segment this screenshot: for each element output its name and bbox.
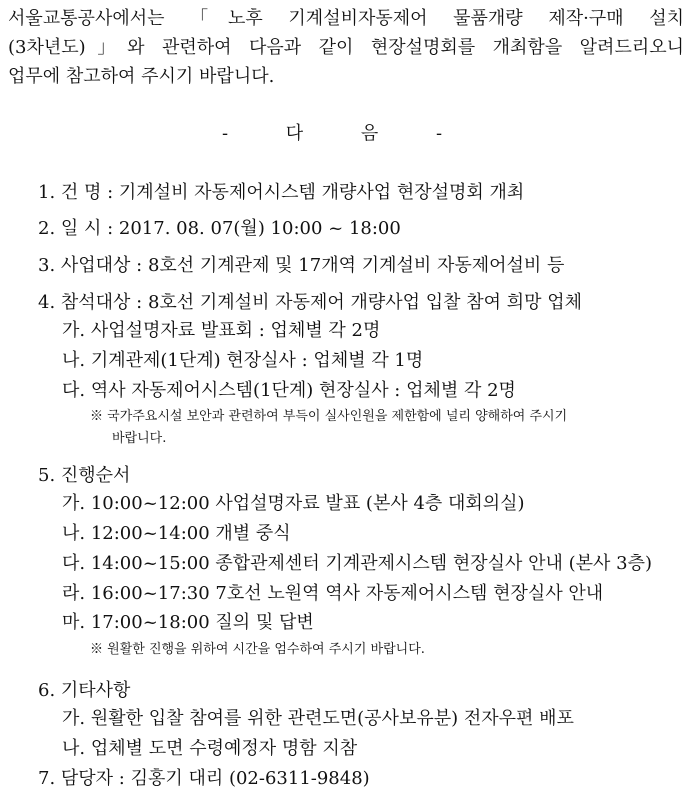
item-5b: 나. 12:00~14:00 개별 중식 [62,523,291,544]
section-heading: - 다 음 - [221,123,469,144]
intro-line-1: 서울교통공사에서는 「노후 기계설비자동제어 물품개량 제작·구매 설치 [8,8,684,29]
item-2-datetime: 2. 일 시 : 2017. 08. 07(월) 10:00 ~ 18:00 [38,218,401,239]
item-4-attendees: 4. 참석대상 : 8호선 기계설비 자동제어 개량사업 입찰 참여 희망 업체 [38,292,582,313]
intro-line-3: 업무에 참고하여 주시기 바랍니다. [8,66,275,87]
note-punctuality: ※ 원활한 진행을 위하여 시간을 엄수하여 주시기 바랍니다. [90,642,425,657]
item-5-schedule: 5. 진행순서 [38,465,131,486]
note-security-line-2: 바랍니다. [112,431,167,446]
item-4c: 다. 역사 자동제어시스템(1단계) 현장실사 : 업체별 각 2명 [62,380,516,401]
item-6a: 가. 원활한 입찰 참여를 위한 관련도면(공사보유분) 전자우편 배포 [62,708,574,729]
item-5a: 가. 10:00~12:00 사업설명자료 발표 (본사 4층 대회의실) [62,493,525,514]
item-6-misc: 6. 기타사항 [38,680,131,701]
item-5d: 라. 16:00~17:30 7호선 노원역 역사 자동제어시스템 현장실사 안내 [62,583,604,604]
item-3-target: 3. 사업대상 : 8호선 기계관제 및 17개역 기계설비 자동제어설비 등 [38,255,565,276]
item-1-subject: 1. 건 명 : 기계설비 자동제어시스템 개량사업 현장설명회 개최 [38,182,525,203]
item-5e: 마. 17:00~18:00 질의 및 답변 [62,612,314,633]
item-4a: 가. 사업설명자료 발표회 : 업체별 각 2명 [62,320,381,341]
item-7-contact: 7. 담당자 : 김홍기 대리 (02-6311-9848) [38,768,370,789]
item-6b: 나. 업체별 도면 수령예정자 명함 지참 [62,738,358,759]
intro-paragraph [8,4,684,91]
item-4b: 나. 기계관제(1단계) 현장실사 : 업체별 각 1명 [62,350,424,371]
note-security-line-1: ※ 국가주요시설 보안과 관련하여 부득이 실사인원을 제한함에 널리 양해하여 주시기 [90,409,568,424]
intro-line-2: (3차년도)」와 관련하여 다음과 같이 현장설명회를 개최함을 알려드리오니 [8,37,684,58]
item-5c: 다. 14:00~15:00 종합관제센터 기계관제시스템 현장실사 안내 (본사 3층) [62,553,653,574]
